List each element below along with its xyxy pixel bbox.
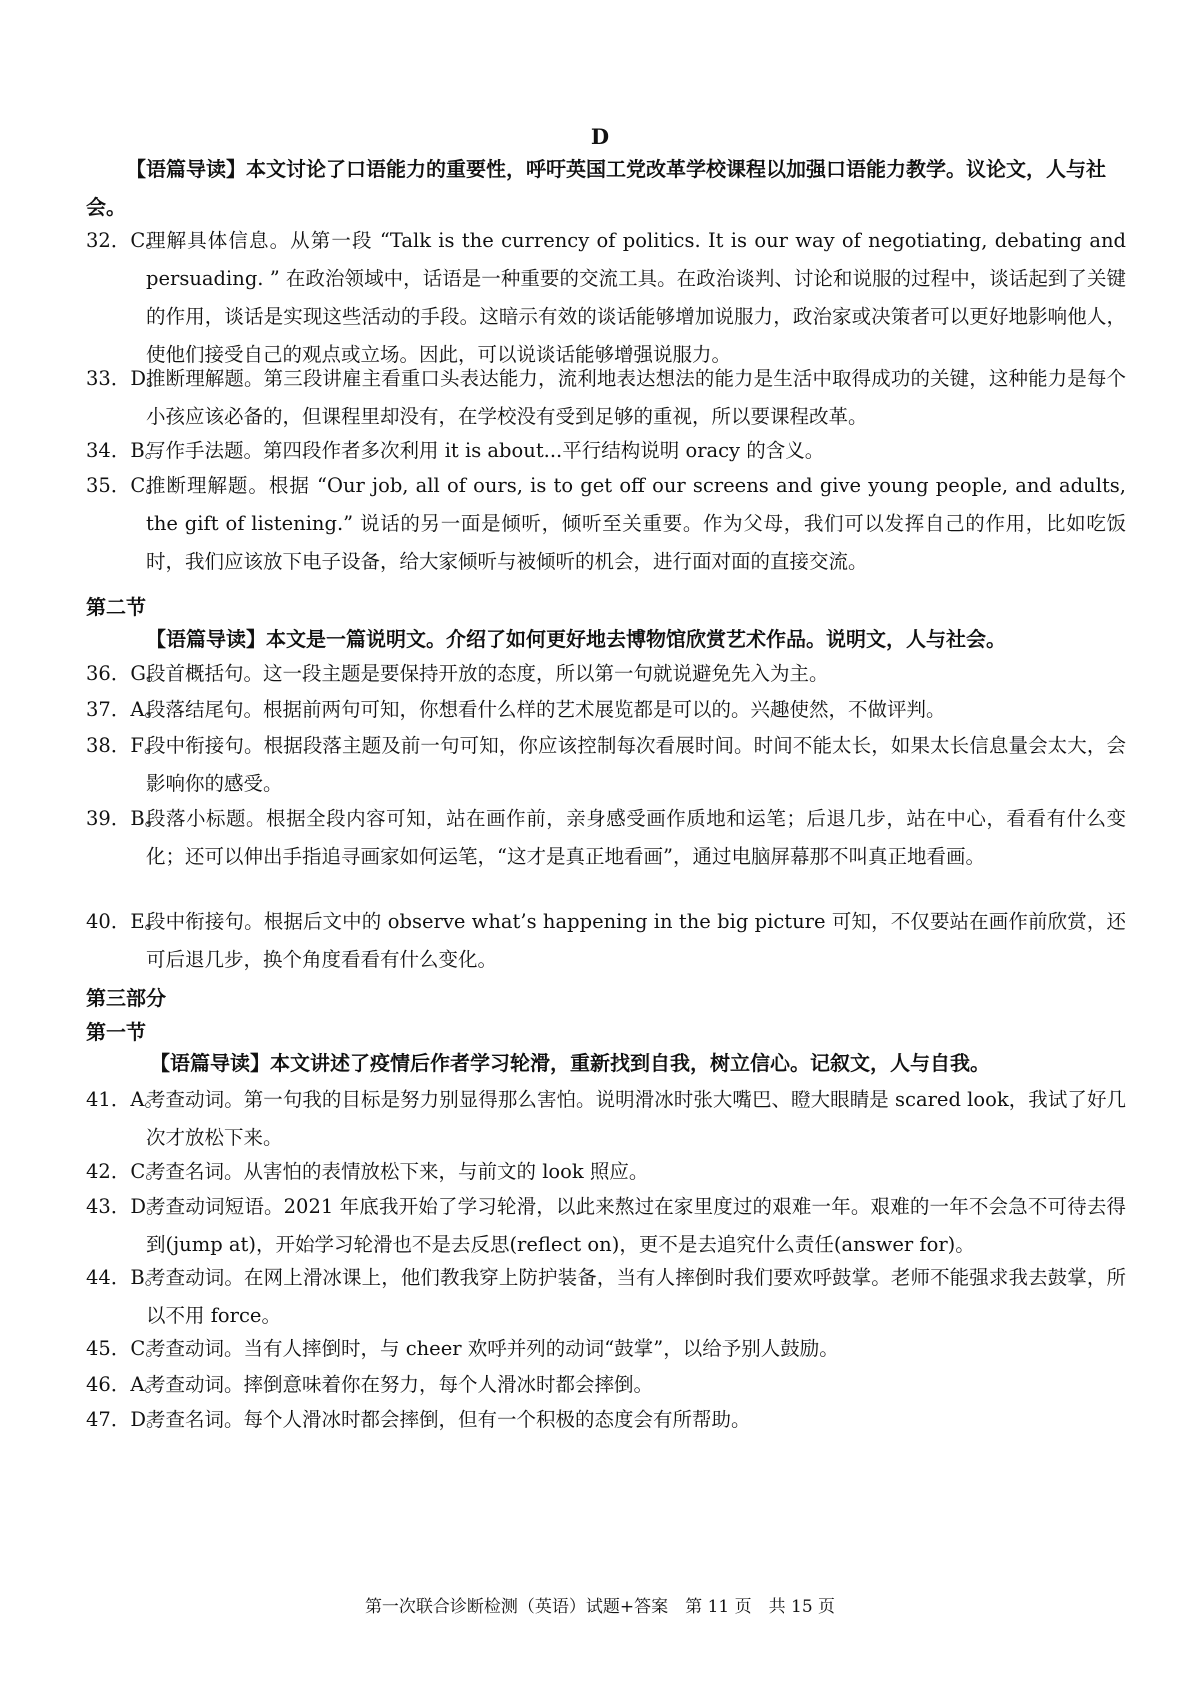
answer-number: 36．G。 <box>86 662 166 685</box>
answer-number: 38．F。 <box>86 734 164 757</box>
answer-number: 44．B。 <box>86 1266 165 1289</box>
part-heading-3: 第三部分 <box>86 986 166 1010</box>
reading-guide-d: 【语篇导读】本文讨论了口语能力的重要性，呼吁英国工党改革学校课程以加强口语能力教学。议论文，人与社会。 <box>86 157 1106 219</box>
reading-guide-3: 【语篇导读】本文讲述了疫情后作者学习轮滑，重新找到自我，树立信心。记叙文，人与自我。 <box>150 1051 990 1075</box>
answer-explanation: 推断理解题。第三段讲雇主看重口头表达能力，流利地表达想法的能力是生活中取得成功的关键，这种能力是每个小孩应该必备的，但课程里却没有，在学校没有受到足够的重视，所以要课程改革。 <box>146 367 1126 428</box>
section-heading-2: 第二节 <box>86 595 146 619</box>
answer-number: 45．C。 <box>86 1337 165 1360</box>
answer-explanation: 考查名词。从害怕的表情放松下来，与前文的 look 照应。 <box>146 1160 649 1183</box>
answer-item-42 <box>86 1153 1126 1191</box>
answer-explanation: 考查名词。每个人滑冰时都会摔倒，但有一个积极的态度会有所帮助。 <box>146 1408 751 1431</box>
answer-item-40 <box>86 903 1126 979</box>
answer-explanation: 段中衔接句。根据后文中的 observe what’s happening in the big picture 可知，不仅要站在画作前欣赏，还可后退几步，换个角度看看有什么变化。 <box>146 910 1126 971</box>
answer-item-32 <box>86 222 1126 374</box>
answer-explanation: 写作手法题。第四段作者多次利用 it is about...平行结构说明 oracy 的含义。 <box>146 439 825 462</box>
answer-item-37 <box>86 691 1126 729</box>
answer-explanation: 考查动词。在网上滑冰课上，他们教我穿上防护装备，当有人摔倒时我们要欢呼鼓掌。老师不能强求我去鼓掌，所以不用 force。 <box>146 1266 1126 1327</box>
answer-number: 46．A。 <box>86 1373 164 1396</box>
answer-item-43 <box>86 1188 1126 1264</box>
answer-explanation: 考查动词短语。2021 年底我开始了学习轮滑，以此来熬过在家里度过的艰难一年。艰难的一年不会急不可待去得到(jump at)，开始学习轮滑也不是去反思(reflect on)，更不是去追究什么责任(answer for)。 <box>146 1195 1126 1256</box>
answer-number: 34．B。 <box>86 439 165 462</box>
answer-explanation: 段落结尾句。根据前两句可知，你想看什么样的艺术展览都是可以的。兴趣使然，不做评判。 <box>146 698 946 721</box>
answer-number: 33．D。 <box>86 367 166 390</box>
answer-item-45 <box>86 1330 1126 1368</box>
page-footer: 第一次联合诊断检测（英语）试题+答案 第 11 页 共 15 页 <box>364 1597 836 1617</box>
answer-explanation: 考查动词。当有人摔倒时，与 cheer 欢呼并列的动词“鼓掌”，以给予别人鼓励。 <box>146 1337 839 1360</box>
section-title-d: D <box>590 124 610 149</box>
answer-item-39 <box>86 800 1126 876</box>
answer-number: 43．D。 <box>86 1195 166 1218</box>
answer-explanation: 段中衔接句。根据段落主题及前一句可知，你应该控制每次看展时间。时间不能太长，如果太长信息量会太大，会影响你的感受。 <box>146 734 1126 795</box>
answer-number: 39．B。 <box>86 807 165 830</box>
answer-item-41 <box>86 1081 1126 1157</box>
answer-explanation: 理解具体信息。从第一段 “Talk is the currency of politics. It is our way of negotiating, debating and persuading. ” 在政治领域中，话语是一种重要的交流工具。在政治谈判、讨论和说服的过程中，谈话起到了关键的作用，谈话是实现这些活动的手段。这暗示有效的谈话能够增加说服力，政治家或决策者可以更好地影响他人，使他们接受自己的观点或立场。因此，可以说谈话能够增强说服力。 <box>146 229 1126 366</box>
answer-explanation: 考查动词。第一句我的目标是努力别显得那么害怕。说明滑冰时张大嘴巴、瞪大眼睛是 scared look，我试了好几次才放松下来。 <box>146 1088 1126 1149</box>
answer-number: 42．C。 <box>86 1160 165 1183</box>
answer-number: 37．A。 <box>86 698 164 721</box>
answer-number: 41．A。 <box>86 1088 164 1111</box>
answer-item-35 <box>86 467 1126 581</box>
answer-item-36 <box>86 655 1126 693</box>
answer-item-46 <box>86 1366 1126 1404</box>
answer-explanation: 段落小标题。根据全段内容可知，站在画作前，亲身感受画作质地和运笔；后退几步，站在中心，看看有什么变化；还可以伸出手指追寻画家如何运笔，“这才是真正地看画”，通过电脑屏幕那不叫真正地看画。 <box>146 807 1126 868</box>
answer-item-34 <box>86 432 1126 470</box>
answer-item-47 <box>86 1401 1126 1439</box>
answer-item-44 <box>86 1259 1126 1335</box>
answer-number: 47．D。 <box>86 1408 166 1431</box>
answer-item-33 <box>86 360 1126 436</box>
section-heading-3-1: 第一节 <box>86 1020 146 1044</box>
answer-number: 32．C。 <box>86 229 165 252</box>
answer-explanation: 段首概括句。这一段主题是要保持开放的态度，所以第一句就说避免先入为主。 <box>146 662 829 685</box>
reading-guide-2: 【语篇导读】本文是一篇说明文。介绍了如何更好地去博物馆欣赏艺术作品。说明文，人与社会。 <box>146 627 1006 651</box>
answer-explanation: 考查动词。摔倒意味着你在努力，每个人滑冰时都会摔倒。 <box>146 1373 654 1396</box>
answer-item-38 <box>86 727 1126 803</box>
answer-explanation: 推断理解题。根据 “Our job, all of ours, is to get off our screens and give young people, and adults, the gift of listening.” 说话的另一面是倾听，倾听至关重要。作为父母，我们可以发挥自己的作用，比如吃饭时，我们应该放下电子设备，给大家倾听与被倾听的机会，进行面对面的直接交流。 <box>146 474 1126 573</box>
answer-number: 35．C。 <box>86 474 165 497</box>
answer-number: 40．E。 <box>86 910 165 933</box>
